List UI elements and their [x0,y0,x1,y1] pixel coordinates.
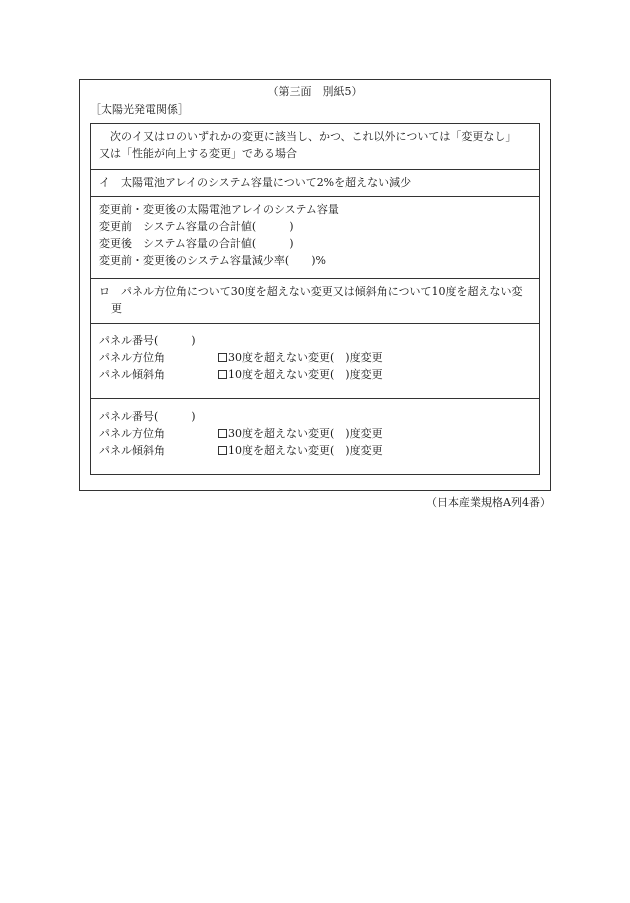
item-i-text: イ 太陽電池アレイのシステム容量について2%を超えない減少 [99,176,412,189]
panel-tilt-row [99,442,531,459]
azimuth-option[interactable] [218,425,383,442]
tilt-option[interactable] [218,442,383,459]
panel-box-2 [90,398,540,475]
checkbox-icon[interactable] [218,446,227,455]
item-ro-text: ロ パネル方位角について30度を超えない変更又は傾斜角について10度を超えない変更 [99,285,523,315]
panel-tilt-label: パネル傾斜角 [99,368,165,381]
panel-azimuth-label: パネル方位角 [99,427,165,440]
paper-size-note: （日本産業規格A列4番） [426,496,551,509]
panel-number-label: パネル番号( ) [99,334,196,347]
panel-box-1 [90,323,540,399]
tilt-option-text: 10度を超えない変更( )度変更 [228,368,383,381]
form-frame [79,79,551,491]
tilt-option[interactable] [218,366,383,383]
capacity-box [90,196,540,279]
capacity-line-1: 変更前・変更後の太陽電池アレイのシステム容量 [99,203,339,216]
panel-azimuth-row [99,349,531,366]
checkbox-icon[interactable] [218,353,227,362]
panel-number-label: パネル番号( ) [99,410,196,423]
tilt-option-text: 10度を超えない変更( )度変更 [228,444,383,457]
intro-box [90,123,540,170]
checkbox-icon[interactable] [218,370,227,379]
capacity-line-4: 変更前・変更後のシステム容量減少率( )% [99,254,326,267]
intro-line-1: 次のイ又はロのいずれかの変更に該当し、かつ、これ以外については「変更なし」 [110,130,517,143]
item-ro-box [90,278,540,324]
item-i-box [90,169,540,197]
panel-azimuth-label: パネル方位角 [99,351,165,364]
azimuth-option[interactable] [218,349,383,366]
checkbox-icon[interactable] [218,429,227,438]
capacity-line-3: 変更後 システム容量の合計値( ) [99,237,294,250]
azimuth-option-text: 30度を超えない変更( )度変更 [228,351,383,364]
panel-azimuth-row [99,425,531,442]
azimuth-option-text: 30度を超えない変更( )度変更 [228,427,383,440]
capacity-line-2: 変更前 システム容量の合計値( ) [99,220,294,233]
page-title: （第三面 別紙5） [267,85,363,98]
section-label: ［太陽光発電関係］ [90,103,189,116]
panel-tilt-row [99,366,531,383]
panel-tilt-label: パネル傾斜角 [99,444,165,457]
intro-line-2: 又は「性能が向上する変更」である場合 [99,147,297,160]
